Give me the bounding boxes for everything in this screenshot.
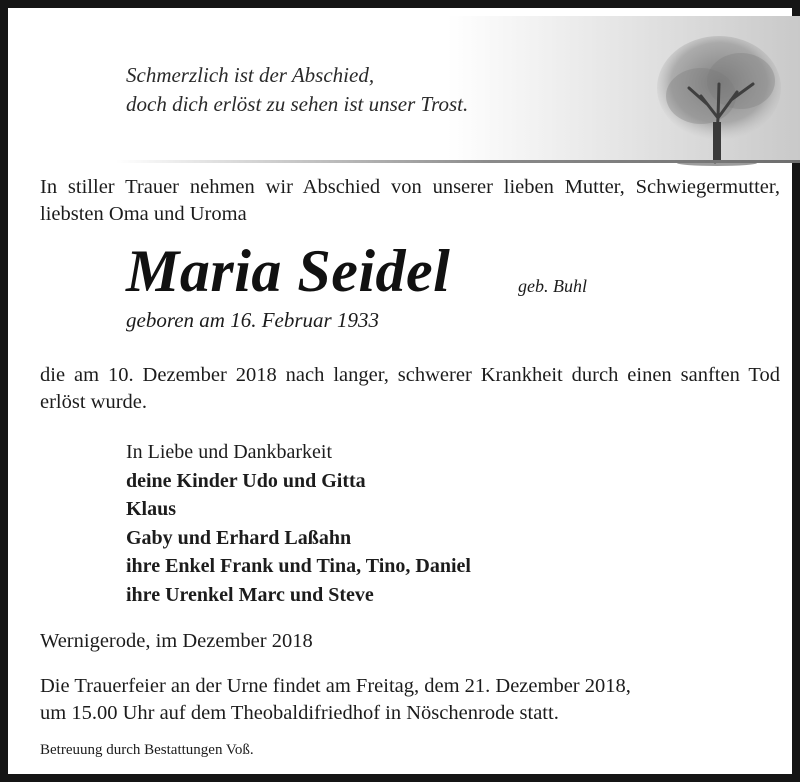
service-line-2: um 15.00 Uhr auf dem Theobaldifriedhof in Nöschenrode statt. [40, 702, 559, 724]
motto-line-1: Schmerzlich ist der Abschied, [126, 63, 375, 87]
birth-date: geboren am 16. Februar 1933 [126, 308, 379, 332]
motto [126, 61, 468, 119]
header-divider [116, 160, 800, 163]
place-date: Wernigerode, im Dezember 2018 [40, 630, 313, 652]
header-banner [16, 16, 800, 163]
intro-text: In stiller Trauer nehmen wir Abschied von unserer lieben Mutter, Schwiegermutter, liebsten Oma und Uroma [40, 176, 780, 225]
mourners-list [126, 438, 471, 609]
motto-line-2: doch dich erlöst zu sehen ist unser Trost. [126, 92, 469, 116]
maiden-name: geb. Buhl [518, 276, 587, 296]
death-notice: die am 10. Dezember 2018 nach langer, schwerer Krankheit durch einen sanften Tod erlöst wurde. [40, 364, 780, 413]
service-line-1: Die Trauerfeier an der Urne findet am Freitag, dem 21. Dezember 2018, [40, 675, 631, 697]
mourner-line: Klaus [126, 498, 177, 520]
funeral-service-info [40, 673, 780, 727]
mourners-opening: In Liebe und Dankbarkeit [126, 441, 333, 463]
mourner-line: ihre Enkel Frank und Tina, Tino, Daniel [126, 555, 471, 577]
mourner-line: ihre Urenkel Marc und Steve [126, 583, 374, 606]
mourner-line: deine Kinder Udo und Gitta [126, 469, 366, 492]
mourner-line: Gaby und Erhard Laßahn [126, 526, 352, 549]
tree-icon [641, 26, 791, 166]
undertaker-credit: Betreuung durch Bestattungen Voß. [40, 742, 254, 758]
deceased-name: Maria Seidel [126, 238, 451, 304]
